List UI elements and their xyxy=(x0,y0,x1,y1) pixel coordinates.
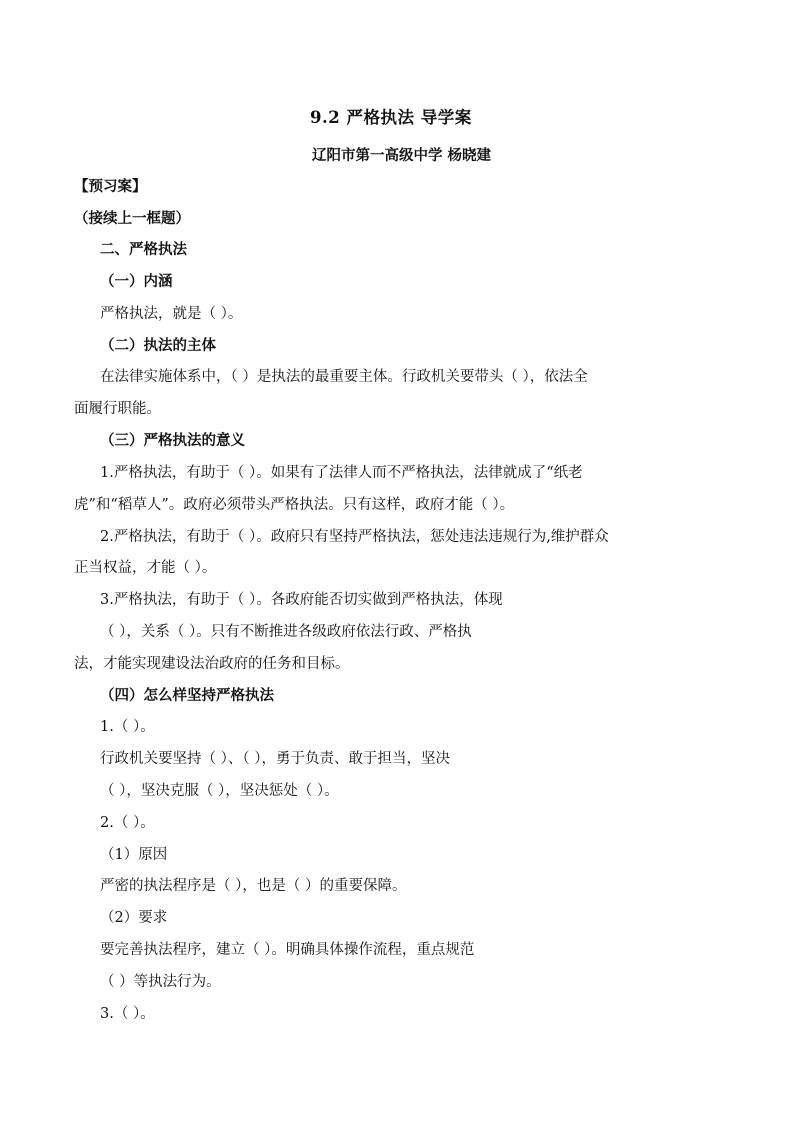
significance-3-b: （ ），关系（ ）。只有不断推进各级政府依法行政、严格执 xyxy=(100,624,472,640)
significance-1-b: 虎”和“稻草人”。政府必须带头严格执法。只有这样，政府才能（ ）。 xyxy=(74,497,515,513)
continued-note: （接续上一框题） xyxy=(74,210,190,227)
subheading-how: （四）怎么样坚持严格执法 xyxy=(100,687,274,704)
significance-3-c: 法，才能实现建设法治政府的任务和目标。 xyxy=(74,656,350,672)
how-2-requirement-text-a: 要完善执法程序，建立（ ）。明确具体操作流程，重点规范 xyxy=(100,942,475,958)
how-2-requirement: （2）要求 xyxy=(100,910,168,926)
how-3: 3.（ ）。 xyxy=(100,1006,155,1022)
how-1-text-b: （ ），坚决克服（ ），坚决惩处（ ）。 xyxy=(100,783,339,799)
significance-1-a: 1.严格执法，有助于（ ）。如果有了法律人而不严格执法，法律就成了“纸老 xyxy=(100,465,583,481)
significance-3-a: 3.严格执法，有助于（ ）。各政府能否切实做到严格执法，体现 xyxy=(100,592,503,608)
section-label: 【预习案】 xyxy=(74,178,147,195)
doc-author: 辽阳市第一高级中学 杨晓建 xyxy=(312,147,492,164)
how-1-text-a: 行政机关要坚持（ ）、（ ），勇于负责、敢于担当，坚决 xyxy=(100,751,450,767)
significance-2-b: 正当权益，才能（ ）。 xyxy=(74,560,217,576)
fill-blank-subject-a: 在法律实施体系中，（ ）是执法的最重要主体。行政机关要带头（ ），依法全 xyxy=(100,369,588,385)
how-1: 1.（ ）。 xyxy=(100,719,155,735)
how-2: 2.（ ）。 xyxy=(100,815,155,831)
subheading-significance: （三）严格执法的意义 xyxy=(100,432,245,449)
doc-title: 9.2 严格执法 导学案 xyxy=(310,108,472,127)
how-2-reason: （1）原因 xyxy=(100,847,168,863)
heading-strict-enforcement: 二、严格执法 xyxy=(100,241,187,258)
subheading-subject: （二）执法的主体 xyxy=(100,337,216,354)
significance-2-a: 2.严格执法，有助于（ ）。政府只有坚持严格执法，惩处违法违规行为,维护群众 xyxy=(100,529,609,545)
how-2-requirement-text-b: （ ）等执法行为。 xyxy=(100,974,221,990)
how-2-reason-text: 严密的执法程序是（ ），也是（ ）的重要保障。 xyxy=(100,878,407,894)
fill-blank-meaning: 严格执法，就是（ ）。 xyxy=(100,306,243,322)
fill-blank-subject-b: 面履行职能。 xyxy=(74,401,161,417)
subheading-meaning: （一）内涵 xyxy=(100,273,173,290)
